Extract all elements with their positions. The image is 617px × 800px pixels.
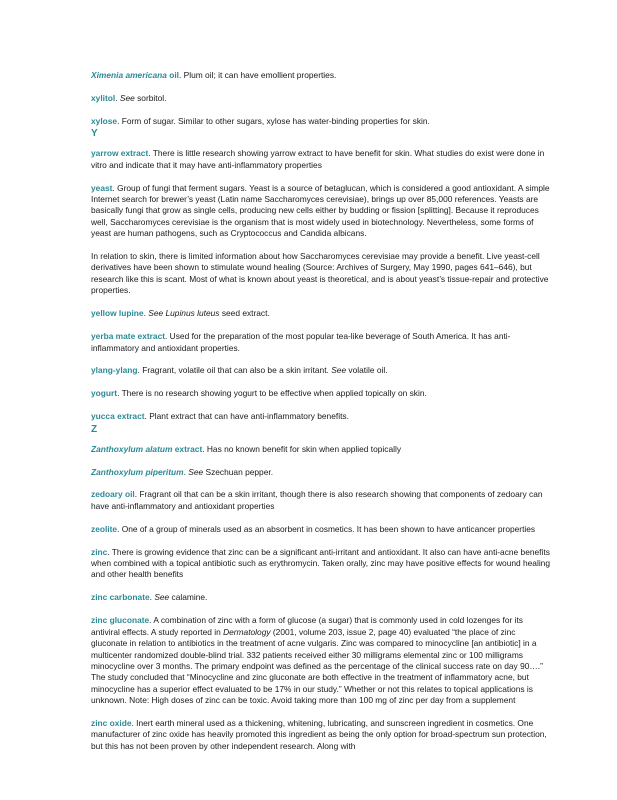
entry-zinc-oxide: zinc oxide. Inert earth mineral used as a thickening, whitening, lubricating, and sunscreen ingredient in cosmetics. One manufacturer of zinc oxide has heavily promoted this ingredient as being the only option for broad-spectrum sun protection, but this has not been proven by other independent research. Along with (91, 718, 547, 751)
entry-term: yeast (91, 182, 113, 193)
entry-term: zinc carbonate (91, 592, 150, 603)
entry-term: xylose (91, 115, 118, 126)
see-reference: See (119, 92, 135, 103)
entry-term: yucca extract (91, 411, 145, 422)
section-letter-z: Z (91, 423, 98, 435)
entry-yerba-mate: yerba mate extract. Used for the preparation of the most popular tea-like beverage of South America. It has anti-inflammatory and antioxidant properties. (91, 331, 511, 353)
entry-term: yogurt (91, 388, 118, 399)
paragraph-yeast-skin: In relation to skin, there is limited information about how Saccharomyces cerevisiae may provide a benefit. Live yeast-cell derivatives have been shown to stimulate wound healing (Source: Archives of Surgery, May 1990, pages 641–646), but research like this is scant. Most of what is known about yeast is theoretical, and is about yeast’s tissue-repair and protective properties. (91, 251, 549, 296)
entry-yogurt: yogurt. There is no research showing yogurt to be effective when applied topically on skin. (91, 388, 427, 399)
entry-zedoary: zedoary oil. Fragrant oil that can be a skin irritant, though there is also research showing that components of zedoary can have anti-inflammatory and antioxidant properties (91, 489, 543, 511)
entry-ylang-ylang: ylang-ylang. Fragrant, volatile oil that can also be a skin irritant. See volatile oil. (91, 365, 388, 376)
entry-xylose: xylose. Form of sugar. Similar to other sugars, xylose has water-binding properties for skin. (91, 115, 430, 126)
entry-yucca: yucca extract. Plant extract that can have anti-inflammatory benefits. (91, 411, 349, 422)
entry-xylitol: xylitol. See sorbitol. (91, 92, 167, 103)
entry-term: yarrow extract (91, 148, 149, 159)
entry-zinc: zinc. There is growing evidence that zinc can be a significant anti-irritant and antioxidant. It also can have anti-acne benefits when combined with a topical antibiotic such as erythromycin. Taken orally, zinc may have positive effects for wound healing and other health benefits (91, 546, 550, 580)
see-reference: See (188, 466, 204, 477)
entry-term: zeolite (91, 523, 118, 534)
entry-zinc-gluconate: zinc gluconate. A combination of zinc with a form of glucose (a sugar) that is commonly used in cold lozenges for its antiviral effects. A study reported in Dermatology (2001, volume 203, issue 2, page 40) evaluated “the place of zinc gluconate in relation to antibiotics in the treatment of acne vulgaris. Zinc was compared to minocycline [an antibiotic] in a multicenter randomized double-blind trial. 332 patients received either 30 milligrams elemental zinc or 100 milligrams minocycline over 3 months. The primary endpoint was defined as the percentage of the clinical success rate on day 90….” The study concluded that “Minocycline and zinc gluconate are both effective in the treatment of inflammatory acne, but minocycline has a superior effect evaluated to be 17% in our study.” Whether or not this relates to topical applications is unknown. Note: High doses of zinc can be toxic. Avoid taking more than 100 mg of zinc per day from a supplement (91, 615, 543, 706)
entry-term: yerba mate extract (91, 331, 166, 342)
entry-zanthoxylum-alatum: Zanthoxylum alatum extract. Has no known benefit for skin when applied topically (91, 443, 402, 454)
entry-term: zinc oxide (91, 718, 132, 729)
entry-zanthoxylum-piperitum: Zanthoxylum piperitum. See Szechuan pepper. (91, 466, 274, 477)
see-reference: See Lupinus luteus (148, 308, 220, 319)
entry-zeolite: zeolite. One of a group of minerals used as an absorbent in cosmetics. It has been shown to have anticancer properties (91, 523, 536, 534)
glossary-page (91, 70, 551, 764)
entry-term: yellow lupine (91, 308, 144, 319)
entry-term: Ximenia americana oil (91, 70, 179, 80)
entry-term: zinc gluconate (91, 615, 150, 626)
entry-term: zedoary oil (91, 489, 135, 500)
entry-yellow-lupine: yellow lupine. See Lupinus luteus seed extract. (91, 308, 270, 319)
entry-yeast: yeast. Group of fungi that ferment sugars. Yeast is a source of betaglucan, which is considered a good antioxidant. A simple Internet search for brewer’s yeast (Latin name Saccharomyces cerevisiae), brings up over 85,000 references. Yeasts are basically fungi that grow as single cells, producing new cells either by budding or fission [splitting]. Because it reproduces well, Saccharomyces cerevisiae is the organism that is most widely used in biotechnology. Nevertheless, some forms of yeast are human pathogens, such as Cryptococcus and Candida albicans. (91, 182, 550, 239)
entry-zinc-carbonate: zinc carbonate. See calamine. (91, 592, 208, 603)
see-reference: See (154, 592, 170, 603)
entry-term: Zanthoxylum piperitum (91, 466, 184, 477)
journal-title: Dermatology (223, 626, 271, 637)
section-letter-y: Y (91, 128, 98, 140)
entry-term: ylang-ylang (91, 365, 138, 376)
entry-term: zinc (91, 546, 108, 557)
entry-term: Zanthoxylum alatum extract (91, 443, 203, 454)
entry-term: xylitol (91, 92, 116, 103)
see-reference: See (331, 365, 347, 376)
entry-ximenia (91, 70, 551, 81)
entry-text: . Plum oil; it can have emollient properties. (179, 70, 337, 80)
entry-yarrow: yarrow extract. There is little research showing yarrow extract to have benefit for skin. What studies do exist were done in vitro and indicate that it may have anti-inflammatory properties (91, 148, 545, 170)
